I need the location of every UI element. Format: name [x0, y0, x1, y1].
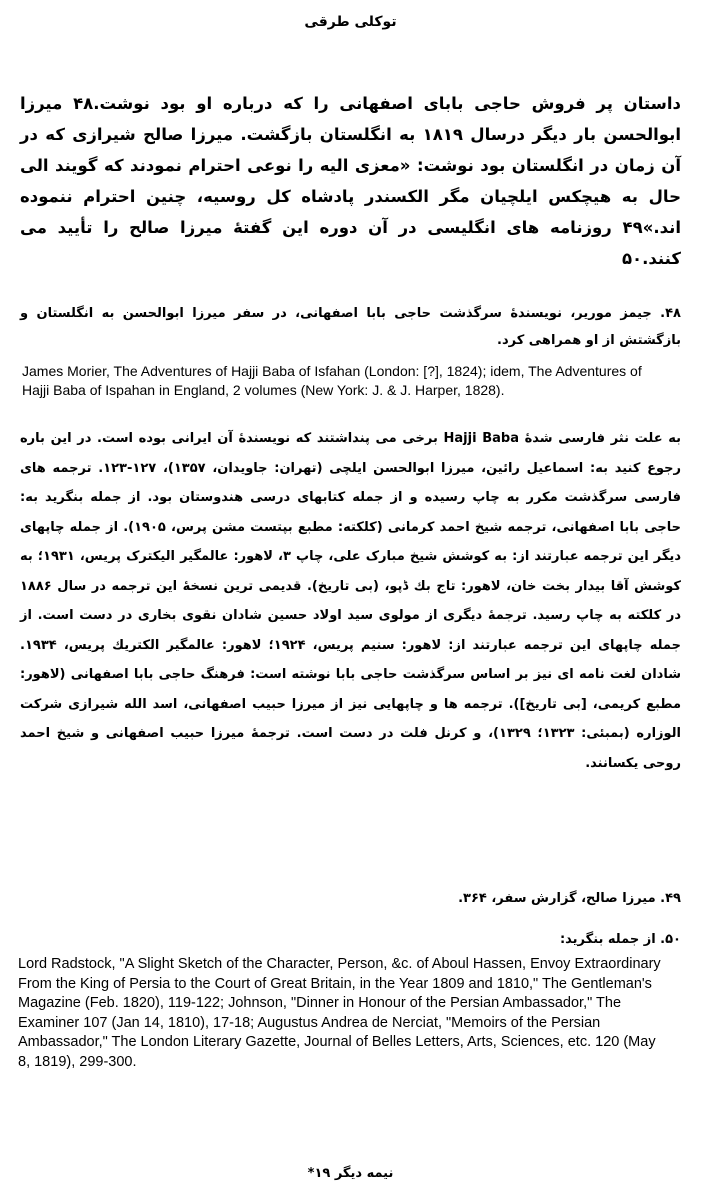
footnote-48-intro: ۴۸. جیمز موریر، نویسندهٔ سرگذشت حاجی بابا اصفهانی، در سفر میرزا ابوالحسن به انگلستان و بازگشتش از او همراهی کرد. — [20, 306, 681, 348]
footnote-49: ۴۹. میرزا صالح، گزارش سفر، ۳۶۴. — [458, 891, 681, 906]
main-paragraph: داستان پر فروش حاجی بابای اصفهانی را که درباره او بود نوشت.۴۸ میرزا ابوالحسن بار دیگر درسال ۱۸۱۹ به انگلستان بازگشت. میرزا صالح شیرازی که در آن زمان در انگلستان بود نوشت: «معزی الیه را نوعی احترام نمودند که گویند الی حال به هیچکس ایلچیان مگر الکسندر پادشاه کل روسیه، چنین احترام ننموده اند.»۴۹ روزنامه های انگلیسی در آن دوره این گفتهٔ میرزا صالح را تأیید می کنند.۵۰ — [20, 94, 681, 268]
page-footer: نیمه دیگر ۱۹* — [307, 1166, 394, 1181]
footnote-50-english-citation: Lord Radstock, "A Slight Sketch of the Character, Person, &c. of Aboul Hassen, Envoy Extraordinary From the King of Persia to the Court of Great Britain, in the Year 1809 and 1810," The Gentleman's Magazine (Feb. 1820), 119-122; Johnson, "Dinner in Honour of the Persian Ambassador," The Examiner 107 (Jan 14, 1810), 17-18; Augustus Andrea de Nerciat, "Memoirs of the Persian Ambassador," The London Literary Gazette, Journal of Belles Letters, Arts, Sciences, etc. 120 (May 8, 1819), 299-300. — [18, 956, 661, 1070]
footnote-48-english-citation: James Morier, The Adventures of Hajji Baba of Isfahan (London: [?], 1824); idem, The Adventures of Hajji Baba of Ispahan in England, 2 volumes (New York: J. & J. Harper, 1828). — [22, 363, 642, 398]
running-header: توکلی طرقی — [304, 14, 397, 30]
footnote-48-body: به علت نثر فارسی شدهٔ Hajji Baba برخی می پنداشتند که نویسندهٔ آن ایرانی بوده است. در این باره رجوع کنید به: اسماعیل رائین، میرزا ابوالحسن ایلچی (تهران: جاویدان، ۱۳۵۷)، ۱۲۷-۱۲۳. ترجمه های فارسی سرگذشت مکرر به چاپ رسیده و از جمله کتابهای درسی هندوستان بود. از جمله بنگرید به: حاجی بابا اصفهانی، ترجمه شیخ احمد کرمانی (کلکته: مطبع بپتست مشن پرس، ۱۹۰۵). از جمله چاپهای دیگر این ترجمه عبارتند از: به کوشش شیخ مبارک علی، چاپ ۳، لاهور: عالمگیر الیکترک پریس، ۱۹۳۱؛ به کوشش آقا بیدار بخت خان، لاهور: تاج بك ڈپو، (بی تاریخ). قدیمی ترین نسخهٔ این ترجمه در سال ۱۸۸۶ در کلکته به چاپ رسید. ترجمهٔ دیگری از مولوی سید اولاد حسین شادان نقوی بخاری در دست است. از جمله چاپهای این ترجمه عبارتند از: لاهور: سنیم پریس، ۱۹۲۴؛ لاهور: عالمگیر الکتریك پریس، ۱۹۳۴. شادان لغت نامه ای نیز بر اساس سرگذشت حاجی بابا نوشته است: فرهنگ حاجی بابا اصفهانی (لاهور: مطبع کریمی، [بی تاریخ]). ترجمه ها و چاپهایی نیز از میرزا حبیب اصفهانی، اسد الله شیرازی شرکت الوزاره (بمبئی: ۱۳۲۳؛ ۱۳۲۹)، و کرنل فلت در دست است. ترجمهٔ میرزا حبیب اصفهانی و شیخ احمد روحی یکسانند. — [20, 431, 682, 771]
footnote-50-heading: ۵۰. از جمله بنگرید: — [559, 932, 681, 947]
